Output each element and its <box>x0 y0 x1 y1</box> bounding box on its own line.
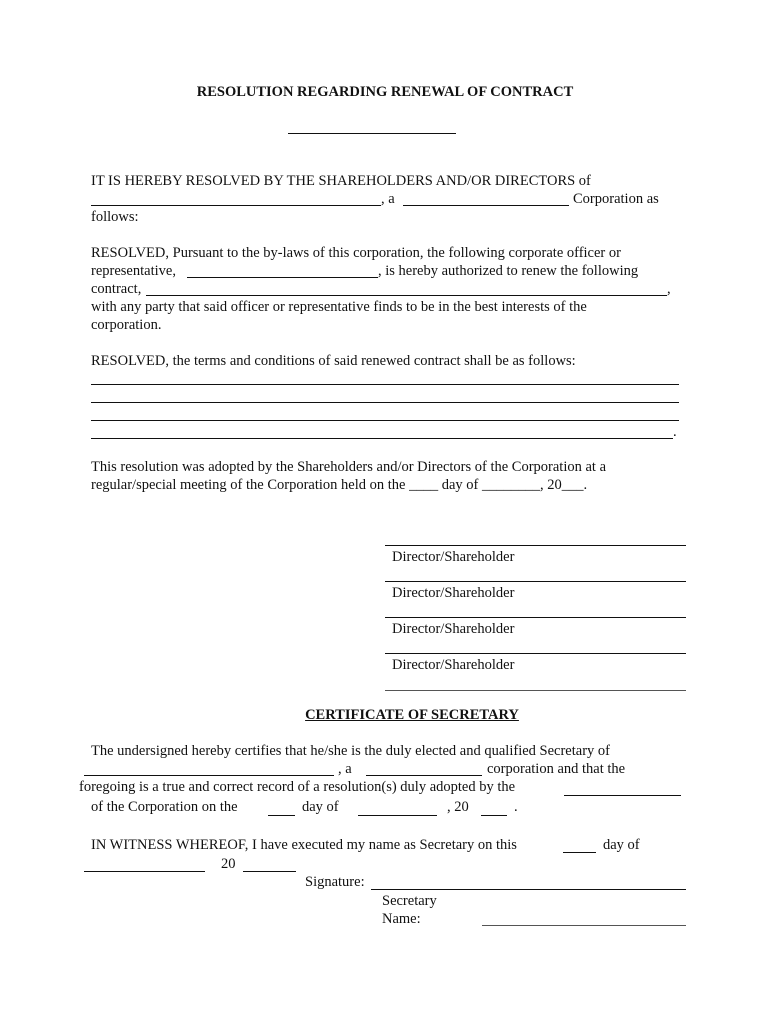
secretary-signature-line[interactable] <box>371 889 686 890</box>
para1-line3: follows: <box>91 209 139 225</box>
witness-line2-a: 20 <box>221 856 236 872</box>
cert-name-blank[interactable] <box>84 775 334 776</box>
para1-line2-mid: , a <box>381 191 395 207</box>
cert-line2-b: corporation and that the <box>487 761 626 777</box>
cert-line2-a: , a <box>338 761 352 777</box>
para2-line4: with any party that said officer or representative finds to be in the best interests of the <box>91 299 587 315</box>
terms-blank-1[interactable] <box>91 384 679 385</box>
terms-blank-3[interactable] <box>91 420 679 421</box>
witness-month-blank[interactable] <box>84 871 205 872</box>
witness-line1-b: day of <box>603 837 640 853</box>
document-title: RESOLUTION REGARDING RENEWAL OF CONTRACT <box>196 84 574 100</box>
cert-adopted-by-blank[interactable] <box>564 795 681 796</box>
cert-line4-c: , 20 <box>447 799 469 815</box>
signature-line-3[interactable] <box>385 617 686 618</box>
para2-line2-start: representative, <box>91 263 176 279</box>
terms-blank-4[interactable] <box>91 438 673 439</box>
witness-line1-a: IN WITNESS WHEREOF, I have executed my name as Secretary on this <box>91 837 517 853</box>
secretary-name-line[interactable] <box>482 925 686 926</box>
cert-line3: foregoing is a true and correct record of a resolution(s) duly adopted by the <box>79 779 516 795</box>
para1-line1: IT IS HEREBY RESOLVED BY THE SHAREHOLDERS AND/OR DIRECTORS of <box>91 173 591 189</box>
cert-state-blank[interactable] <box>366 775 482 776</box>
para1-line2-end: Corporation as <box>573 191 659 207</box>
cert-line4-b: day of <box>302 799 339 815</box>
signature-line-5[interactable] <box>385 690 686 691</box>
para4-line2: regular/special meeting of the Corporation held on the ____ day of ________, 20___. <box>91 477 588 493</box>
representative-blank[interactable] <box>187 277 378 278</box>
secretary-label: Secretary <box>382 893 437 909</box>
signature-line-2[interactable] <box>385 581 686 582</box>
para2-line2-end: , is hereby authorized to renew the following <box>378 263 639 279</box>
name-label: Name: <box>382 911 421 927</box>
signature-label-4: Director/Shareholder <box>392 657 515 673</box>
cert-line1: The undersigned hereby certifies that he/she is the duly elected and qualified Secretary of <box>91 743 610 759</box>
certificate-heading: CERTIFICATE OF SECRETARY <box>305 707 519 723</box>
contract-blank[interactable] <box>146 295 667 296</box>
signature-label: Signature: <box>305 874 365 890</box>
para3-line1: RESOLVED, the terms and conditions of said renewed contract shall be as follows: <box>91 353 576 369</box>
cert-year-blank[interactable] <box>481 815 507 816</box>
state-blank[interactable] <box>403 205 569 206</box>
para2-line5: corporation. <box>91 317 162 333</box>
para4-line1: This resolution was adopted by the Shareholders and/or Directors of the Corporation at a <box>91 459 607 475</box>
terms-blank-2[interactable] <box>91 402 679 403</box>
signature-label-2: Director/Shareholder <box>392 585 515 601</box>
signature-line-1[interactable] <box>385 545 686 546</box>
para2-line3-start: contract, <box>91 281 142 297</box>
para2-line1: RESOLVED, Pursuant to the by-laws of this corporation, the following corporate officer or <box>91 245 621 261</box>
cert-month-blank[interactable] <box>358 815 437 816</box>
shareholders-name-blank[interactable] <box>91 205 381 206</box>
signature-line-4[interactable] <box>385 653 686 654</box>
cert-line4-a: of the Corporation on the <box>91 799 238 815</box>
signature-label-3: Director/Shareholder <box>392 621 515 637</box>
title-blank-line[interactable] <box>288 133 456 134</box>
cert-line4-d: . <box>514 799 518 815</box>
para2-line3-end: , <box>667 281 671 297</box>
witness-year-blank[interactable] <box>243 871 296 872</box>
witness-day-blank[interactable] <box>563 852 596 853</box>
signature-label-1: Director/Shareholder <box>392 549 515 565</box>
terms-end-period: . <box>673 424 677 440</box>
cert-day-blank[interactable] <box>268 815 295 816</box>
